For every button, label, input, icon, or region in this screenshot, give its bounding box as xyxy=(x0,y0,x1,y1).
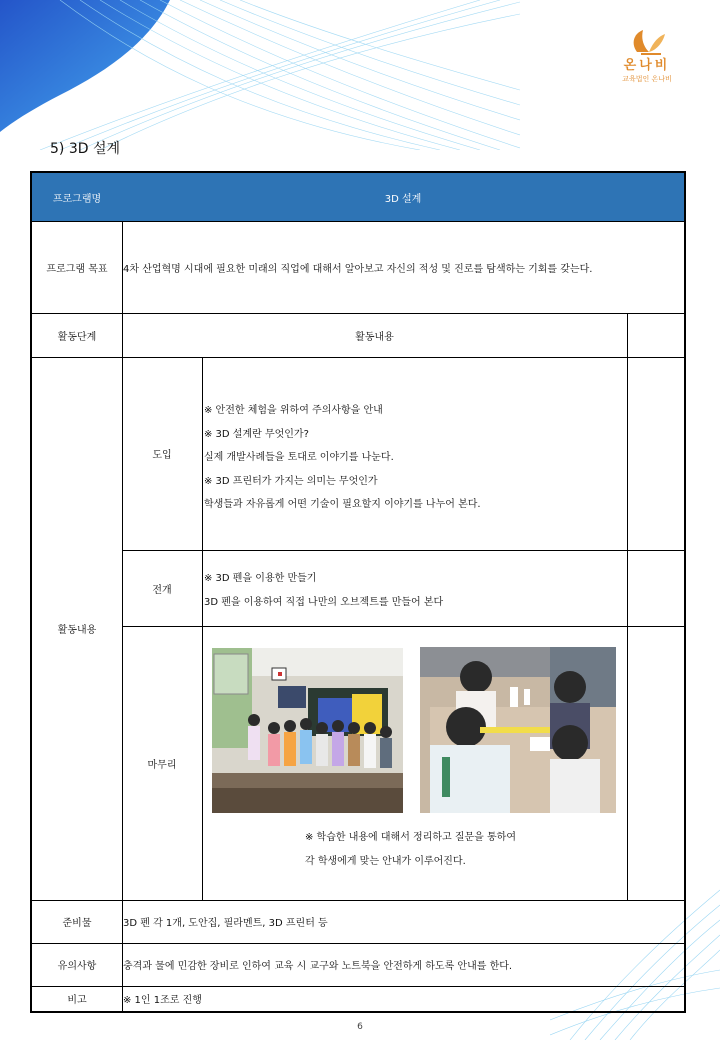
students-working-photo xyxy=(420,647,616,813)
materials-text-cell xyxy=(122,900,684,943)
table-rule xyxy=(32,313,684,314)
stage-wrapup-cell xyxy=(122,626,202,900)
materials-text: 3D 펜 각 1개, 도안집, 필라멘트, 3D 프린터 등 xyxy=(123,918,328,929)
logo-subtitle: 교육법인 온나비 xyxy=(622,75,672,83)
stage-intro-line: ※ 안전한 체험을 위하여 주의사항을 안내 xyxy=(204,405,383,416)
stage-wrapup-name: 마무리 xyxy=(147,759,177,771)
goal-text: 4차 산업혁명 시대에 필요한 미래의 직업에 대해서 알아보고 자신의 적성 및 진로를 탐색하는 기회를 갖는다. xyxy=(123,263,593,275)
program-name-cell xyxy=(122,173,684,221)
program-name: 3D 설계 xyxy=(384,193,422,205)
logo-name: 온나비 xyxy=(623,58,671,73)
stage-develop-content xyxy=(204,567,443,614)
stage-intro-name: 도입 xyxy=(152,450,172,461)
leaf-bird-logo-icon xyxy=(627,26,667,58)
goal-label-cell xyxy=(32,221,122,313)
stage-intro-line: 실제 개발사례들을 토대로 이야기를 나눈다. xyxy=(204,452,394,463)
program-table xyxy=(30,171,686,1013)
note-text-cell xyxy=(122,986,684,1011)
stage-develop-line: ※ 3D 펜을 이용한 만들기 xyxy=(204,573,317,584)
materials-label: 준비물 xyxy=(62,918,92,929)
top-left-wave-decoration xyxy=(0,0,520,150)
class-group-photo xyxy=(212,648,403,813)
table-rule xyxy=(122,221,123,1011)
caution-label-cell xyxy=(32,943,122,986)
header-label-cell xyxy=(32,173,122,221)
content-label-cell xyxy=(122,313,627,357)
stage-wrapup-line: ※ 학습한 내용에 대해서 정리하고 질문을 통하여 xyxy=(305,832,516,843)
students-working-photo-image xyxy=(420,647,616,813)
table-rule xyxy=(32,357,684,358)
table-rule xyxy=(627,313,628,900)
content-label: 활동내용 xyxy=(355,331,394,343)
stage-wrapup-line: 각 학생에게 맞는 안내가 이루어진다. xyxy=(305,855,466,867)
stage-label: 활동단계 xyxy=(57,331,97,343)
section-title: 5) 3D 설계 xyxy=(50,141,121,157)
table-rule xyxy=(122,550,684,551)
onnabi-logo xyxy=(602,26,692,96)
stage-intro-line: ※ 3D 프린터가 가지는 의미는 무엇인가 xyxy=(204,475,378,487)
header-label: 프로그램명 xyxy=(52,193,102,205)
note-text: ※ 1인 1조로 진행 xyxy=(123,995,202,1006)
activity-label-cell xyxy=(32,357,122,900)
stage-wrapup-content xyxy=(305,826,516,873)
table-rule xyxy=(32,900,684,901)
table-rule xyxy=(122,626,684,627)
note-label-cell xyxy=(32,986,122,1011)
page-number: 6 xyxy=(357,1022,363,1032)
stage-intro-content xyxy=(204,399,481,517)
table-rule xyxy=(202,357,203,900)
stage-intro-line: 학생들과 자유롭게 어떤 기술이 필요할지 이야기를 나누어 본다. xyxy=(204,499,481,510)
stage-intro-cell xyxy=(122,357,202,550)
stage-develop-name: 전개 xyxy=(152,584,172,596)
stage-label-cell xyxy=(32,313,122,357)
caution-label: 유의사항 xyxy=(57,961,97,972)
activity-label: 활동내용 xyxy=(57,625,97,636)
stage-intro-line: ※ 3D 설계란 무엇인가? xyxy=(204,428,309,440)
note-label: 비고 xyxy=(67,995,87,1006)
caution-text: 충격과 물에 민감한 장비로 인하여 교육 시 교구와 노트북을 안전하게 하도록 안내를 한다. xyxy=(123,961,513,972)
table-rule xyxy=(32,986,684,987)
materials-label-cell xyxy=(32,900,122,943)
goal-label: 프로그램 목표 xyxy=(46,263,108,275)
table-rule xyxy=(32,221,684,222)
stage-develop-cell xyxy=(122,550,202,626)
stage-develop-line: 3D 펜을 이용하여 직접 나만의 오브젝트를 만들어 본다 xyxy=(204,596,444,608)
goal-text-cell xyxy=(122,221,684,313)
class-group-photo-image xyxy=(212,648,403,813)
caution-text-cell xyxy=(122,943,684,986)
table-rule xyxy=(32,943,684,944)
